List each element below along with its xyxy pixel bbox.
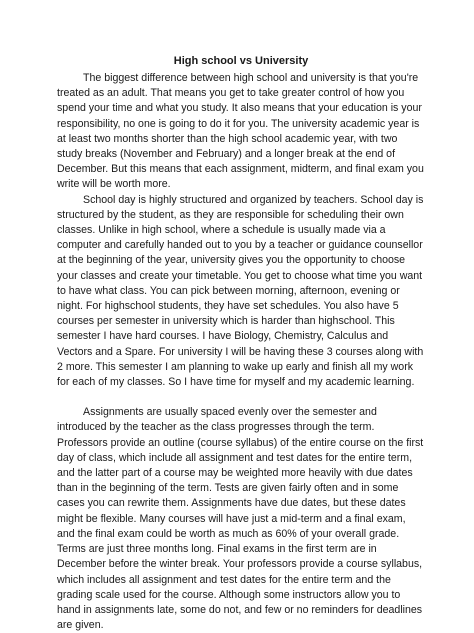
document-body — [57, 54, 425, 633]
paragraph-spacer — [57, 390, 425, 405]
paragraph-assignments: Assignments are usually spaced evenly over the semester and introduced by the teacher as the class progresses through the term. Professors provide an outline (course syllabus) of the entire course on the first day of class, which include all assignment and test dates for the entire term, and the latter part of a course may be weighted more heavily with due dates than in the beginning of the term. Tests are given fairly often and in some cases you can rewrite them. Assignments have due dates, but these dates might be flexible. Many courses will have just a mid-term and a final exam, and the final exam could be worth as much as 60% of your overall grade. Terms are just three months long. Final exams in the first term are in December before the winter break. Your professors provide a course syllabus, which includes all assignment and test dates for the entire term and the grading scale used for the course. Although some instructors allow you to hand in assignments late, some do not, and few or no reminders for deadlines are given. — [57, 406, 424, 632]
document-title: High school vs University — [173, 55, 309, 67]
paragraph-intro: The biggest difference between high school and university is that you're treated as an adult. That means you get to take greater control of how you spend your time and what you study. It also means that your education is your responsibility, no one is going to do it for you. The university academic year is at least two months shorter than the high school academic year, with two study breaks (November and February) and a longer break at the end of December. But this means that each assignment, midterm, and final exam you write will be worth more. — [57, 72, 424, 191]
paragraph-school-day: School day is highly structured and organized by teachers. School day is structured by the student, as they are responsible for scheduling their own classes. Unlike in high school, where a schedule is usually made via a computer and carefully handed out to you by a teacher or guidance counsellor at the beginning of the year, university gives you the opportunity to choose your classes and create your timetable. You get to choose what time you want to have what class. You can pick between morning, afternoon, evening or night. For highschool students, they have set schedules. You also have 5 courses per semester in university which is harder than highschool. This semester I have hard courses. I have Biology, Chemistry, Calculus and Vectors and a Spare. For university I will be having these 3 courses along with 2 more. This semester I am planning to wake up early and finish all my work for each of my classes. So I have time for myself and my academic learning. — [57, 193, 424, 389]
